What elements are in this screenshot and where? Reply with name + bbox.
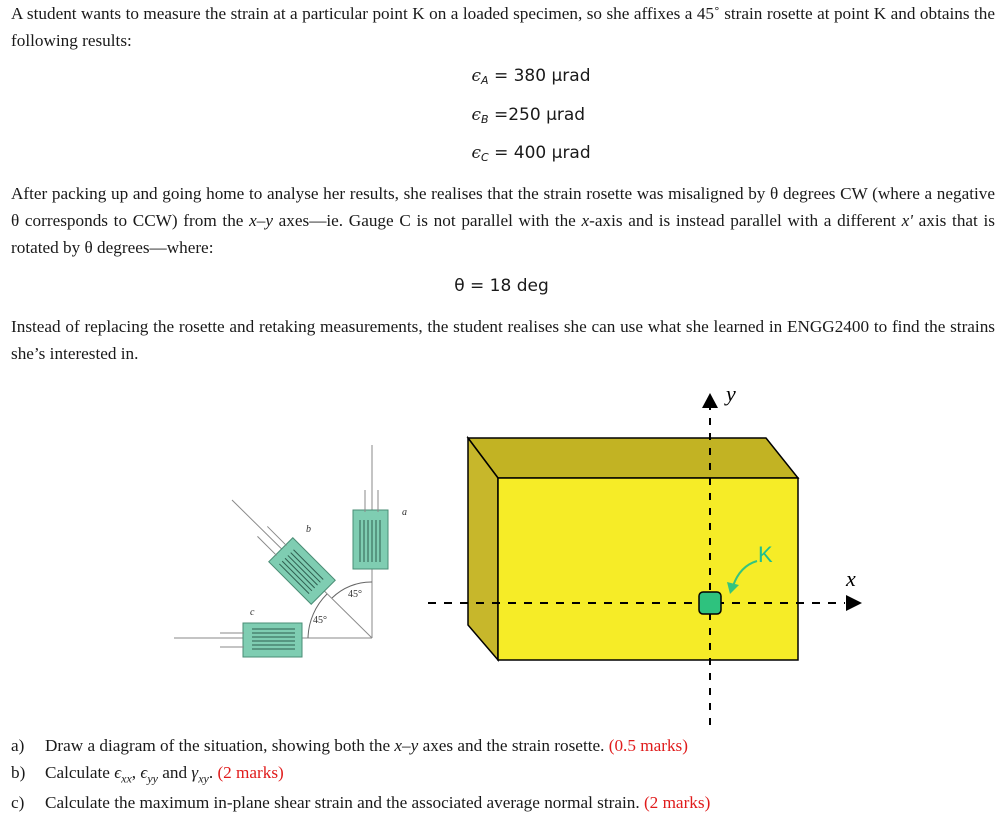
point-k-label: K bbox=[758, 542, 773, 567]
misalignment-text-4: axis that is rotated by θ degrees—where: bbox=[11, 211, 995, 257]
question-a bbox=[11, 735, 688, 757]
lower-angle-label: 45° bbox=[313, 615, 327, 626]
intro-paragraph: A student wants to measure the strain at a particular point K on a loaded specimen, so she affixes a 45˚ strain rosette at point K and obtains the following results: bbox=[11, 4, 995, 50]
question-c-marks: (2 marks) bbox=[643, 793, 711, 812]
axes-term: x–y bbox=[249, 211, 273, 230]
y-axis-label: y bbox=[726, 381, 736, 406]
question-a-label: a) bbox=[11, 736, 25, 755]
gauge-c bbox=[220, 623, 302, 657]
question-c bbox=[11, 792, 710, 814]
epsilon-yy: $\epsilon_{yy}$ bbox=[140, 763, 158, 786]
gauge-a-label: a bbox=[402, 507, 407, 518]
upper-angle-label: 45° bbox=[348, 589, 362, 600]
gamma-xy: $\gamma_{xy}$ bbox=[191, 763, 209, 786]
question-b-end: . bbox=[208, 763, 218, 782]
misalignment-text-2: axes—ie. Gauge C is not parallel with the bbox=[272, 211, 582, 230]
epsilon-xx: $\epsilon_{xx}$ bbox=[114, 763, 132, 786]
y-axis-arrowhead bbox=[702, 393, 718, 408]
gauge-c-label: c bbox=[250, 607, 255, 618]
gauge-b-label: b bbox=[306, 524, 311, 535]
reading-b-sub: B bbox=[481, 113, 489, 126]
x-prime-term: x' bbox=[901, 211, 913, 230]
question-c-label: c) bbox=[11, 793, 25, 812]
x-axis-term: x bbox=[581, 211, 590, 230]
question-a-text-1: Draw a diagram of the situation, showing both the bbox=[45, 736, 395, 755]
block-front-face bbox=[498, 478, 798, 660]
block-side-face bbox=[468, 438, 498, 660]
x-axis-arrowhead bbox=[846, 595, 862, 611]
misalignment-text-3: -axis and is instead parallel with a different bbox=[589, 211, 902, 230]
question-a-marks: (0.5 marks) bbox=[608, 736, 688, 755]
reading-c-symbol: ϵ bbox=[471, 143, 482, 163]
reading-c-value: = 400 μrad bbox=[494, 143, 591, 163]
question-b-label: b) bbox=[11, 763, 26, 782]
question-b-marks: (2 marks) bbox=[217, 763, 284, 782]
question-c-text: Calculate the maximum in-plane shear strain and the associated average normal strain. bbox=[45, 793, 644, 812]
reading-c-sub: C bbox=[481, 151, 489, 164]
gauge-b bbox=[250, 519, 335, 604]
question-a-axes-term: x–y bbox=[394, 736, 419, 755]
question-b-text-1: Calculate bbox=[45, 763, 115, 782]
block-top-face bbox=[468, 438, 798, 478]
question-b-sep-1: , bbox=[131, 763, 141, 782]
reading-a-symbol: ϵ bbox=[471, 66, 482, 86]
reading-b-symbol: ϵ bbox=[471, 105, 482, 125]
instead-paragraph: Instead of replacing the rosette and retaking measurements, the student realises she can use what she learned in ENGG2400 to find the strains she’s interested in. bbox=[11, 317, 995, 363]
gauge-a bbox=[353, 490, 388, 569]
reading-b-value: =250 μrad bbox=[493, 105, 586, 125]
specimen-block bbox=[428, 381, 862, 725]
question-b bbox=[11, 762, 284, 789]
x-axis-label: x bbox=[846, 566, 856, 591]
question-b-sep-2: and bbox=[157, 763, 192, 782]
reading-a-sub: A bbox=[481, 74, 489, 87]
question-a-text-2: axes and the strain rosette. bbox=[418, 736, 609, 755]
misalignment-text-1: After packing up and going home to analyse her results, she realises that the strain rosette was misaligned by θ degrees CW (where a negative θ corresponds to CCW) from the bbox=[11, 184, 995, 230]
strain-rosette bbox=[174, 445, 407, 657]
reading-a-value: = 380 μrad bbox=[493, 66, 591, 86]
point-k-marker bbox=[699, 592, 721, 614]
theta-equation: θ = 18 deg bbox=[454, 276, 549, 296]
